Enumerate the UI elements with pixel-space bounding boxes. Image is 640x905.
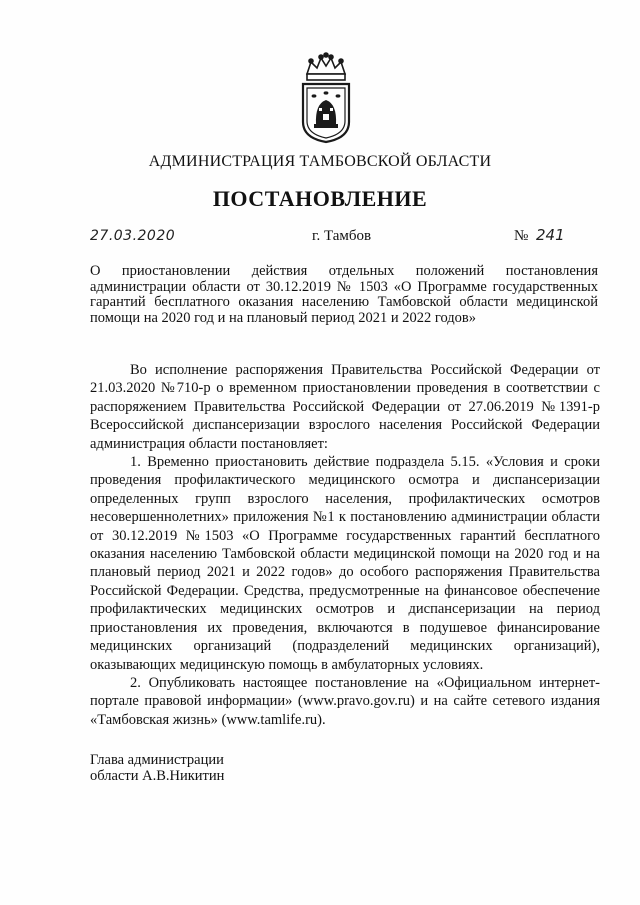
signature-block xyxy=(90,752,224,784)
document-date: 27.03.2020 xyxy=(90,228,176,244)
body-item-2: 2. Опубликовать настоящее постановление на «Официальном интернет-портале правовой информации» (www.pravo.gov.ru) и на сайте сетевого издания «Тамбовская жизнь» (www.tamlife.ru). xyxy=(90,674,600,728)
body-item-1: 1. Временно приостановить действие подраздела 5.15. «Условия и сроки проведения профилактического медицинского осмотра и диспансеризации определенных групп взрослого населения, профилактических осмотров несовершеннолетних» приложения №1 к постановлению администрации области от 30.12.2019 №1503 «О Программе государственных гарантий бесплатного оказания населению Тамбовской области медицинской помощи на 2020 год и на плановый период 2021 и 2022 годов» до особого распоряжения Правительства Российской Федерации. Средства, предусмотренные на финансовое обеспечение профилактических медицинских осмотров и диспансеризации на период приостановления их проведения, включаются в подушевое финансирование медицинских организаций (подразделений медицинских организаций), оказывающих медицинскую помощь в амбулаторных условиях. xyxy=(90,454,600,673)
body-preamble: Во исполнение распоряжения Правительства Российской Федерации от 21.03.2020 №710-р о временном приостановлении проведения в соответствии с распоряжением Правительства Российской Федерации от 27.06.2019 №1391-р Всероссийской диспансеризации взрослого населения Российской Федерации администрация области постановляет: xyxy=(90,362,600,452)
signature-position: Глава администрации xyxy=(90,752,224,768)
document-city: г. Тамбов xyxy=(312,228,372,244)
document-subject: О приостановлении действия отдельных положений постановления администрации области от 30.12.2019 № 1503 «О Программе государственных гарантий бесплатного оказания населению Тамбовской области медицинской помощи на 2020 год и на плановый период 2021 и 2022 годов» xyxy=(90,263,598,326)
document-type-title: ПОСТАНОВЛЕНИЕ xyxy=(212,186,428,211)
tambov-coat-of-arms-icon xyxy=(297,52,355,144)
document-number-label: № xyxy=(514,228,529,244)
signature-name: области А.В.Никитин xyxy=(90,768,225,784)
document-meta-row xyxy=(90,226,565,250)
document-body xyxy=(90,361,600,729)
issuing-authority: АДМИНИСТРАЦИЯ ТАМБОВСКОЙ ОБЛАСТИ xyxy=(148,153,492,170)
document-number: 241 xyxy=(536,226,565,244)
